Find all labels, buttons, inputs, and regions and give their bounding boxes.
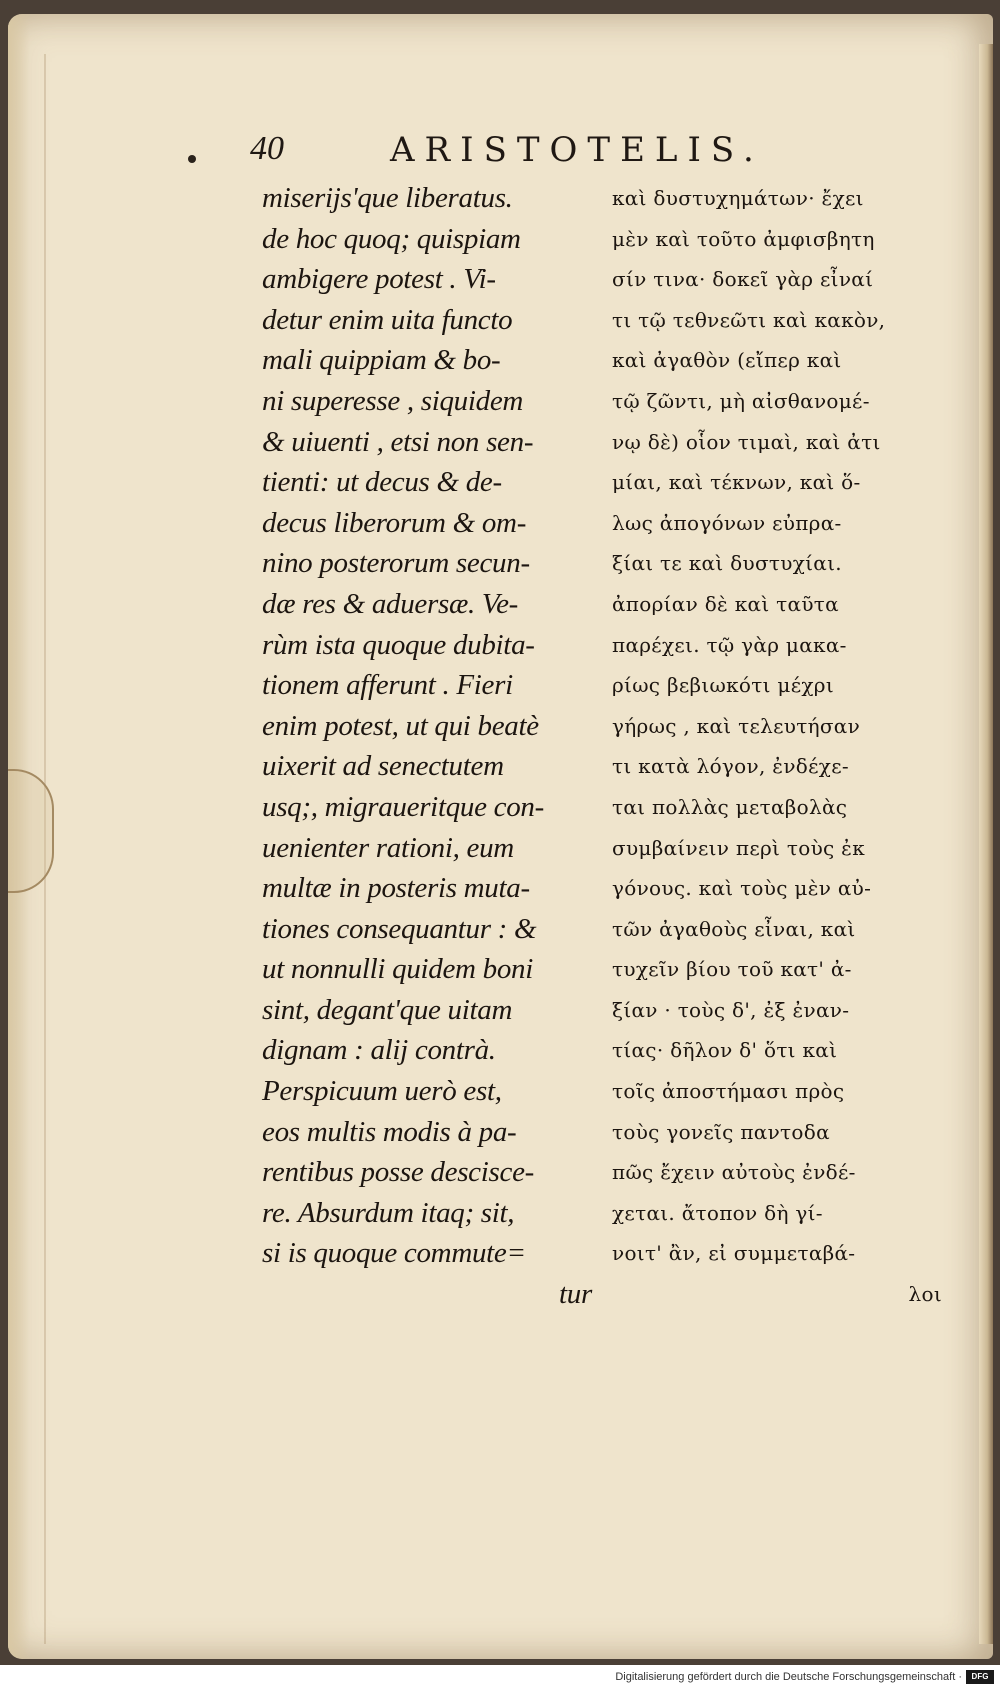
latin-line: enim potest, ut qui beatè <box>262 709 539 742</box>
latin-line: tienti: ut decus & de- <box>262 466 502 499</box>
latin-line: Perspicuum uerò est, <box>262 1075 502 1108</box>
greek-line: καὶ ἀγαθὸν (εἴπερ καὶ <box>612 348 842 373</box>
latin-line: multæ in posteris muta- <box>262 872 530 905</box>
greek-line: πῶς ἔχειν αὐτοὺς ἐνδέ- <box>612 1160 856 1185</box>
page-gutter <box>979 44 993 1644</box>
greek-line: τι κατὰ λόγον, ἐνδέχε- <box>612 754 849 779</box>
latin-line: ut nonnulli quidem boni <box>262 953 534 986</box>
latin-line: uenienter rationi, eum <box>262 831 514 864</box>
latin-line: tionem afferunt . Fieri <box>262 669 513 702</box>
greek-line: τῶν ἀγαθοὺς εἶναι, καὶ <box>612 916 856 941</box>
greek-line: ξίαι τε καὶ δυστυχίαι. <box>612 551 842 576</box>
page-header <box>250 130 810 174</box>
dfg-logo-icon[interactable]: DFG <box>966 1670 994 1684</box>
latin-line: rentibus posse descisce- <box>262 1156 534 1189</box>
greek-line: ἀπορίαν δὲ καὶ ταῦτα <box>612 591 839 616</box>
greek-line: χεται. ἄτοπον δὴ γί- <box>612 1200 823 1225</box>
greek-line: τυχεῖν βίου τοῦ κατ' ἀ- <box>612 957 852 982</box>
greek-line: τοὺς γονεῖς παντοδα <box>612 1119 830 1144</box>
page-tab-mark <box>8 769 54 893</box>
greek-line: τι τῷ τεθνεῶτι καὶ κακὸν, <box>612 307 886 332</box>
latin-line: re. Absurdum itaq; sit, <box>262 1196 515 1229</box>
latin-line: ni superesse , siquidem <box>262 384 524 417</box>
latin-line: usq;, migraueritque con- <box>262 790 544 823</box>
greek-line: γόνους. καὶ τοὺς μὲν αὐ- <box>612 876 872 901</box>
margin-dot <box>188 155 196 163</box>
greek-line: ξίαν · τοὺς δ', ἐξ ἐναν- <box>612 997 850 1022</box>
greek-line: σίν τινα· δοκεῖ γὰρ εἶναί <box>612 267 874 292</box>
latin-line: mali quippiam & bo- <box>262 344 501 377</box>
greek-line: μὲν καὶ τοῦτο ἀμφισβητη <box>612 226 875 251</box>
latin-line: dæ res & aduersæ. Ve- <box>262 587 519 620</box>
latin-line: decus liberorum & om- <box>262 506 527 539</box>
latin-catchword: tur <box>559 1278 592 1311</box>
greek-line: συμβαίνειν περὶ τοὺς ἐκ <box>612 835 866 860</box>
latin-line: nino posterorum secun- <box>262 547 530 580</box>
funding-credit: Digitalisierung gefördert durch die Deutsche Forschungsgemeinschaft · <box>615 1671 962 1683</box>
latin-line: tiones consequantur : & <box>262 912 537 945</box>
latin-line: eos multis modis à pa- <box>262 1115 517 1148</box>
greek-line: νῳ δὲ) οἷον τιμαὶ, καὶ ἀτι <box>612 429 881 454</box>
latin-line: miserijs'que liberatus. <box>262 182 513 214</box>
latin-line: rùm ista quoque dubita- <box>262 628 535 661</box>
greek-line: μίαι, καὶ τέκνων, καὶ ὅ- <box>612 470 861 495</box>
greek-line: λως ἀπογόνων εὐπρα- <box>612 510 842 535</box>
latin-line: detur enim uita functo <box>262 303 513 336</box>
greek-line: ρίως βεβιωκότι μέχρι <box>612 673 834 698</box>
latin-line: & uiuenti , etsi non sen- <box>262 425 534 458</box>
greek-line: τῷ ζῶντι, μὴ αἰσθανομέ- <box>612 388 870 413</box>
greek-line: ται πολλὰς μεταβολὰς <box>612 794 848 819</box>
latin-line: uixerit ad senectutem <box>262 750 504 783</box>
page-number: 40 <box>250 130 284 167</box>
latin-line: sint, degant'que uitam <box>262 993 513 1026</box>
greek-catchword: λοι <box>908 1282 942 1307</box>
latin-line: si is quoque commute= <box>262 1237 526 1270</box>
latin-line: de hoc quoq; quispiam <box>262 222 521 255</box>
greek-line: παρέχει. τῷ γὰρ μακα- <box>612 632 847 657</box>
greek-line: τίας· δῆλον δ' ὅτι καὶ <box>612 1038 838 1063</box>
greek-line: καὶ δυστυχημάτων· ἔχει <box>612 186 864 210</box>
latin-line: dignam : alij contrà. <box>262 1034 496 1067</box>
greek-line: νοιτ' ἂν, εἰ συμμεταβά- <box>612 1241 856 1266</box>
running-title: ARISTOTELIS. <box>390 130 764 170</box>
latin-column <box>262 178 592 1315</box>
latin-line: ambigere potest . Vi- <box>262 263 496 296</box>
greek-column <box>612 178 942 1315</box>
greek-line: τοῖς ἀποστήμασι πρὸς <box>612 1079 845 1104</box>
greek-line: γήρως , καὶ τελευτήσαν <box>612 713 861 738</box>
